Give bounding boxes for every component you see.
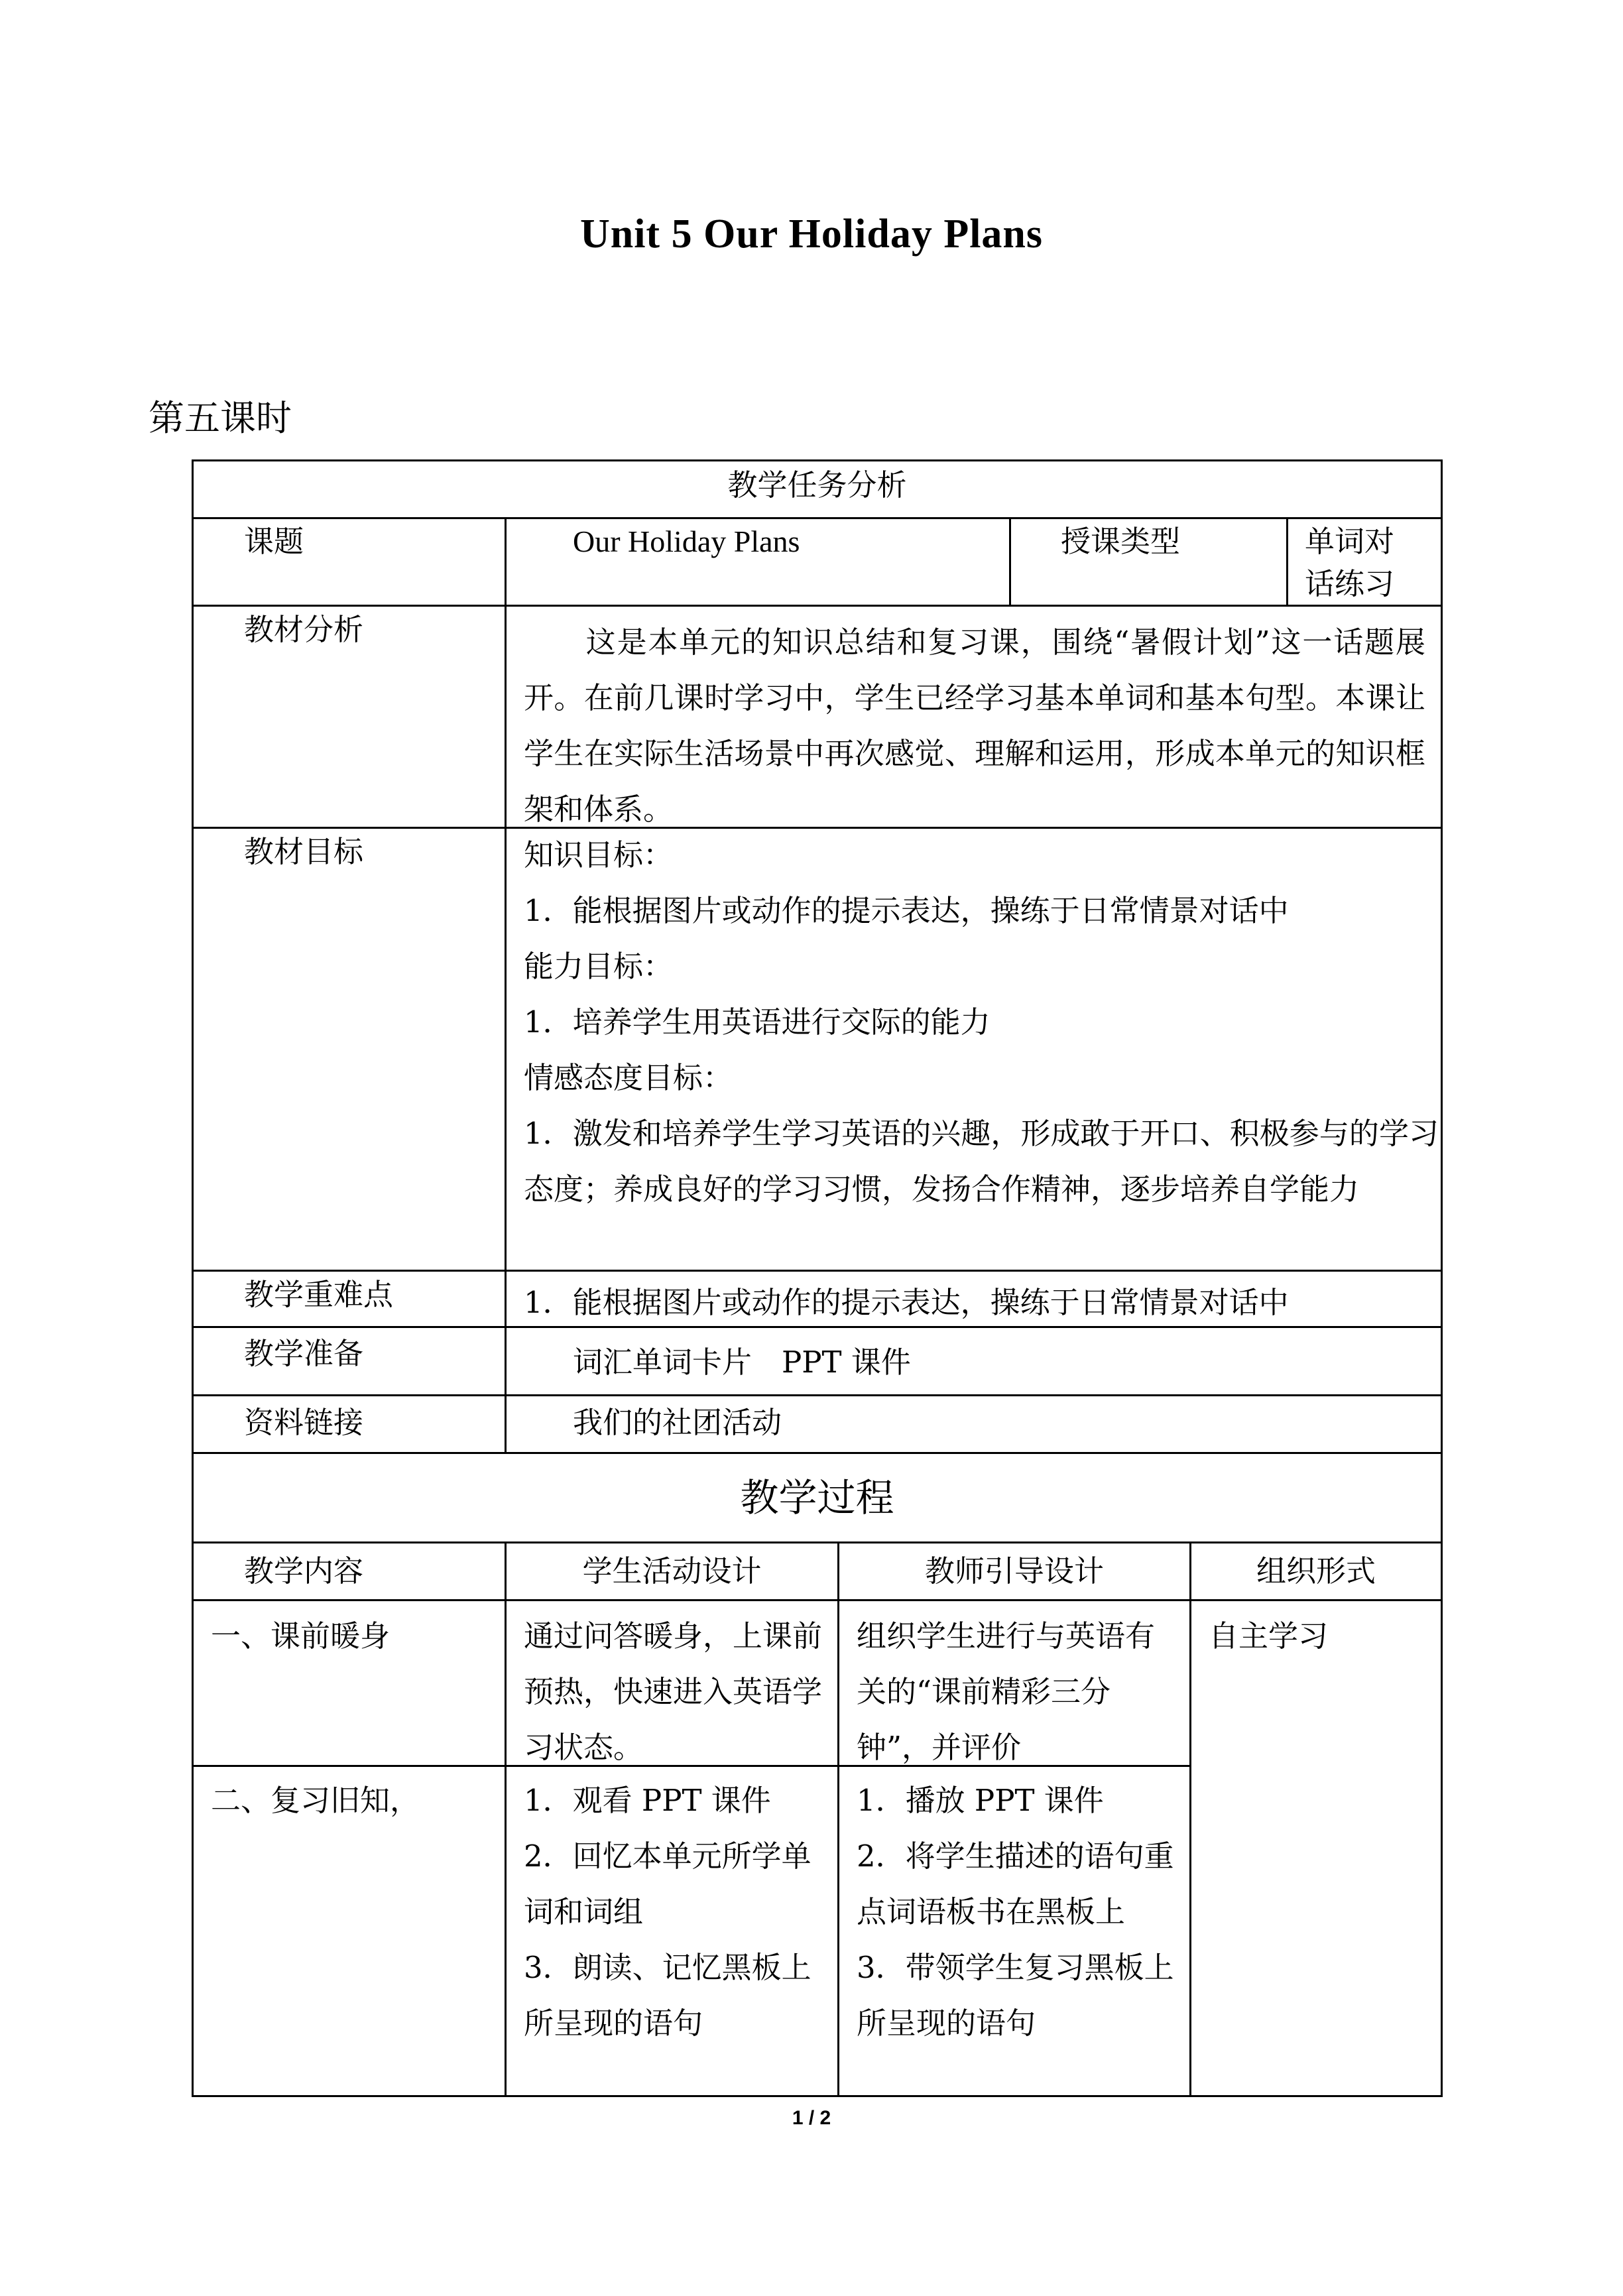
process-header-form: 组织形式 (1256, 1553, 1376, 1589)
row2-student: 1．观看 PPT 课件 2．回忆本单元所学单词和词组 3．朗读、记忆黑板上所呈现的语句 (524, 1783, 812, 2041)
process-header-teacher: 教师引导设计 (924, 1553, 1104, 1589)
row1-teacher: 组织学生进行与英语有关的“课前精彩三分钟”，并评价 (857, 1618, 1156, 1765)
goal-knowledge-heading: 知识目标： (524, 837, 674, 873)
document-title: Unit 5 Our Holiday Plans (579, 211, 1044, 257)
row1-form: 自主学习 (1209, 1618, 1329, 1654)
lesson-type-label: 授课类型 (1061, 524, 1181, 559)
goal-attitude-item: 1．激发和培养学生学习英语的兴趣，形成敢于开口、积极参与的学习态度；养成良好的学习习惯，发扬合作精神，逐步培养自学能力 (524, 1116, 1439, 1207)
lesson-number: 第五课时 (149, 397, 292, 439)
key-points-label: 教学重难点 (244, 1277, 394, 1312)
resources-value: 我们的社团活动 (573, 1405, 782, 1440)
section-header-task-analysis: 教学任务分析 (727, 467, 907, 503)
section-header-teaching-process: 教学过程 (740, 1475, 894, 1520)
preparation-value: 词汇单词卡片 PPT 课件 (573, 1345, 911, 1380)
topic-value: Our Holiday Plans (573, 524, 800, 558)
process-header-content: 教学内容 (244, 1553, 364, 1589)
process-header-student: 学生活动设计 (582, 1553, 762, 1589)
goal-knowledge-item: 1．能根据图片或动作的提示表达，操练于日常情景对话中 (524, 893, 1289, 928)
row1-student: 通过问答暖身，上课前预热，快速进入英语学习状态。 (524, 1618, 823, 1765)
key-points-value: 1．能根据图片或动作的提示表达，操练于日常情景对话中 (524, 1285, 1289, 1320)
goals-content (524, 827, 1439, 1217)
row2-content: 二、复习旧知， (211, 1783, 420, 1818)
goals-label: 教材目标 (244, 834, 364, 869)
material-analysis-text: 这是本单元的知识总结和复习课，围绕“暑假计划”这一话题展开。在前几课时学习中，学生已经学习基本单词和基本句型。本课让学生在实际生活场景中再次感觉、理解和运用，形成本单元的知识框架和体系。 (524, 625, 1425, 827)
goal-attitude-heading: 情感态度目标： (524, 1060, 733, 1095)
topic-label: 课题 (244, 524, 304, 559)
lesson-type-value: 单词对话练习 (1305, 524, 1395, 601)
row2-teacher: 1．播放 PPT 课件 2．将学生描述的语句重点词语板书在黑板上 3．带领学生复习黑板上所呈现的语句 (857, 1783, 1174, 2041)
row1-content: 一、课前暖身 (211, 1618, 391, 1654)
material-analysis-label: 教材分析 (244, 612, 364, 647)
resources-label: 资料链接 (244, 1405, 364, 1440)
preparation-label: 教学准备 (244, 1336, 364, 1371)
goal-ability-heading: 能力目标： (524, 949, 674, 984)
page-number: 1 / 2 (792, 2107, 831, 2129)
goal-ability-item: 1．培养学生用英语进行交际的能力 (524, 1004, 991, 1040)
